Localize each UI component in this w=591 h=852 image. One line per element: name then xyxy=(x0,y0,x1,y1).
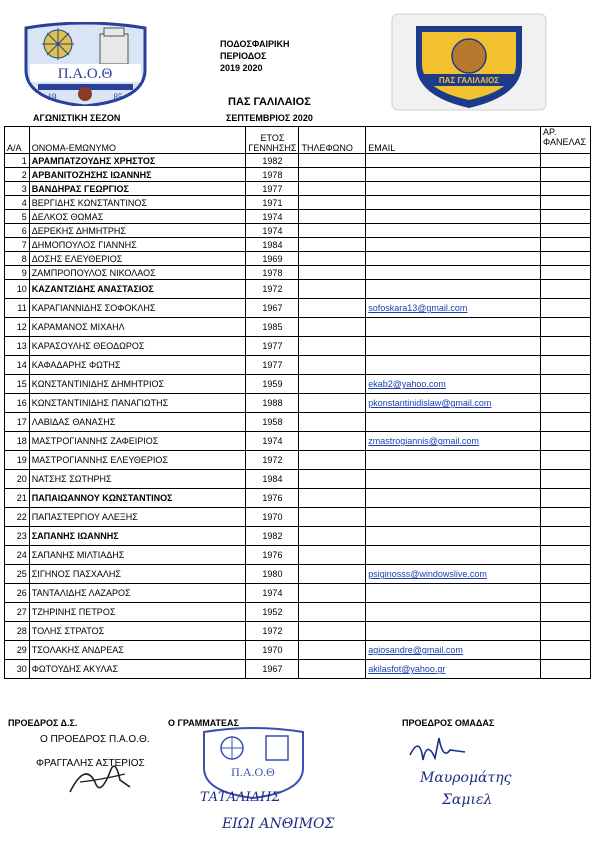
email-link[interactable]: sofoskara13@gmail.com xyxy=(368,303,468,313)
player-name: ΖΑΜΠΡΟΠΟΥΛΟΣ ΝΙΚΟΛΑΟΣ xyxy=(29,266,246,280)
table-header-row xyxy=(5,127,591,154)
jersey-cell xyxy=(541,210,591,224)
birth-year: 1967 xyxy=(246,660,299,679)
phone-cell xyxy=(299,584,366,603)
secretary-handwriting-2: ΕΙΩΙ ΑΝΘΙΜΟΣ xyxy=(222,816,335,832)
table-row xyxy=(5,489,591,508)
player-name: ΚΩΝΣΤΑΝΤΙΝΙΔΗΣ ΔΗΜΗΤΡΙΟΣ xyxy=(29,375,246,394)
birth-year: 1974 xyxy=(246,584,299,603)
table-row xyxy=(5,527,591,546)
row-number: 22 xyxy=(5,508,30,527)
row-number: 28 xyxy=(5,622,30,641)
email-cell xyxy=(366,318,541,337)
player-name: ΤΑΝΤΑΛΙΔΗΣ ΛΑΖΑΡΟΣ xyxy=(29,584,246,603)
row-number: 25 xyxy=(5,565,30,584)
birth-year: 1977 xyxy=(246,182,299,196)
jersey-cell xyxy=(541,154,591,168)
player-name: ΜΑΣΤΡΟΓΙΑΝΝΗΣ ΖΑΦΕΙΡΙΟΣ xyxy=(29,432,246,451)
phone-cell xyxy=(299,224,366,238)
email-cell xyxy=(366,182,541,196)
phone-cell xyxy=(299,432,366,451)
col-num-header: Α/Α xyxy=(5,127,30,154)
email-cell xyxy=(366,299,541,318)
row-number: 5 xyxy=(5,210,30,224)
player-name: ΠΑΠΑΣΤΕΡΓΙΟΥ ΑΛΕΞΗΣ xyxy=(29,508,246,527)
jersey-cell xyxy=(541,489,591,508)
email-link[interactable]: ekab2@yahoo.com xyxy=(368,379,446,389)
team-president-signature xyxy=(405,730,475,775)
phone-cell xyxy=(299,210,366,224)
birth-year: 1974 xyxy=(246,210,299,224)
jersey-cell xyxy=(541,168,591,182)
table-row xyxy=(5,413,591,432)
jersey-cell xyxy=(541,252,591,266)
email-cell xyxy=(366,565,541,584)
jersey-cell xyxy=(541,318,591,337)
col-name-header: ΟΝΟΜΑ-ΕΜΩΝΥΜΟ xyxy=(29,127,246,154)
phone-cell xyxy=(299,375,366,394)
email-cell xyxy=(366,280,541,299)
row-number: 3 xyxy=(5,182,30,196)
birth-year: 1985 xyxy=(246,318,299,337)
row-number: 9 xyxy=(5,266,30,280)
email-cell xyxy=(366,508,541,527)
birth-year: 1969 xyxy=(246,252,299,266)
birth-year: 1967 xyxy=(246,299,299,318)
player-name: ΑΡΑΜΠΑΤΖΟΥΔΗΣ ΧΡΗΣΤΟΣ xyxy=(29,154,246,168)
jersey-cell xyxy=(541,394,591,413)
jersey-cell xyxy=(541,603,591,622)
email-cell xyxy=(366,154,541,168)
row-number: 1 xyxy=(5,154,30,168)
player-name: ΣΑΠΑΝΗΣ ΙΩΑΝΝΗΣ xyxy=(29,527,246,546)
pas-galilaios-crest-logo xyxy=(390,12,548,112)
email-cell xyxy=(366,168,541,182)
row-number: 17 xyxy=(5,413,30,432)
player-name: ΚΩΝΣΤΑΝΤΙΝΙΔΗΣ ΠΑΝΑΓΙΩΤΗΣ xyxy=(29,394,246,413)
stamp-text: Π.Α.Ο.Θ xyxy=(231,765,275,779)
phone-cell xyxy=(299,168,366,182)
row-number: 10 xyxy=(5,280,30,299)
jersey-cell xyxy=(541,224,591,238)
president-label: ΠΡΟΕΔΡΟΣ Δ.Σ. xyxy=(8,718,78,728)
player-name: ΑΡΒΑΝΙΤΟΖΗΣΗΣ ΙΩΑΝΝΗΣ xyxy=(29,168,246,182)
player-name: ΔΕΛΚΟΣ ΘΩΜΑΣ xyxy=(29,210,246,224)
row-number: 23 xyxy=(5,527,30,546)
table-row xyxy=(5,508,591,527)
phone-cell xyxy=(299,470,366,489)
jersey-cell xyxy=(541,622,591,641)
table-row xyxy=(5,318,591,337)
phone-cell xyxy=(299,337,366,356)
table-row xyxy=(5,603,591,622)
jersey-cell xyxy=(541,508,591,527)
player-name: ΔΕΡΕΚΗΣ ΔΗΜΗΤΡΗΣ xyxy=(29,224,246,238)
jersey-cell xyxy=(541,470,591,489)
email-cell xyxy=(366,641,541,660)
birth-year: 1978 xyxy=(246,168,299,182)
table-row xyxy=(5,622,591,641)
table-row xyxy=(5,252,591,266)
birth-year: 1988 xyxy=(246,394,299,413)
email-cell xyxy=(366,660,541,679)
email-link[interactable]: pkonstantinidislaw@gmail.com xyxy=(368,398,492,408)
right-logo-text: ΠΑΣ ΓΑΛΙΛΑΙΟΣ xyxy=(438,76,500,85)
birth-year: 1952 xyxy=(246,603,299,622)
table-row xyxy=(5,196,591,210)
row-number: 20 xyxy=(5,470,30,489)
table-row xyxy=(5,238,591,252)
row-number: 24 xyxy=(5,546,30,565)
table-row xyxy=(5,337,591,356)
team-name: ΠΑΣ ΓΑΛΙΛΑΙΟΣ xyxy=(228,96,311,108)
player-name: ΠΑΠΑΙΩΑΝΝΟΥ ΚΩΝΣΤΑΝΤΙΝΟΣ xyxy=(29,489,246,508)
player-name: ΚΑΡΑΣΟΥΛΗΣ ΘΕΟΔΩΡΟΣ xyxy=(29,337,246,356)
player-name: ΚΑΡΑΜΑΝΟΣ ΜΙΧΑΗΛ xyxy=(29,318,246,337)
email-cell xyxy=(366,337,541,356)
jersey-cell xyxy=(541,182,591,196)
title-line-1: ΠΟΔΟΣΦΑΙΡΙΚΗ xyxy=(220,39,290,49)
paoth-stamp xyxy=(196,726,311,800)
jersey-cell xyxy=(541,238,591,252)
jersey-cell xyxy=(541,546,591,565)
email-cell xyxy=(366,238,541,252)
table-row xyxy=(5,641,591,660)
birth-year: 1982 xyxy=(246,154,299,168)
birth-year: 1974 xyxy=(246,432,299,451)
email-cell xyxy=(366,489,541,508)
phone-cell xyxy=(299,318,366,337)
email-cell xyxy=(366,375,541,394)
jersey-cell xyxy=(541,641,591,660)
jersey-cell xyxy=(541,299,591,318)
roster-body xyxy=(5,154,591,679)
table-row xyxy=(5,660,591,679)
player-name: ΚΑΦΑΔΑΡΗΣ ΦΩΤΗΣ xyxy=(29,356,246,375)
month-label: ΣΕΠΤΕΜΒΡΙΟΣ 2020 xyxy=(226,113,313,123)
row-number: 30 xyxy=(5,660,30,679)
row-number: 7 xyxy=(5,238,30,252)
phone-cell xyxy=(299,182,366,196)
email-link[interactable]: agiosandre@gmail.com xyxy=(368,645,463,655)
phone-cell xyxy=(299,603,366,622)
email-cell xyxy=(366,413,541,432)
table-row xyxy=(5,210,591,224)
jersey-cell xyxy=(541,565,591,584)
table-row xyxy=(5,266,591,280)
row-number: 18 xyxy=(5,432,30,451)
row-number: 14 xyxy=(5,356,30,375)
row-number: 26 xyxy=(5,584,30,603)
email-cell xyxy=(366,546,541,565)
player-name: ΣΑΠΑΝΗΣ ΜΙΛΤΙΑΔΗΣ xyxy=(29,546,246,565)
birth-year: 1977 xyxy=(246,356,299,375)
row-number: 19 xyxy=(5,451,30,470)
table-row xyxy=(5,224,591,238)
table-row xyxy=(5,565,591,584)
row-number: 29 xyxy=(5,641,30,660)
phone-cell xyxy=(299,252,366,266)
roster-table xyxy=(4,126,591,679)
season-title xyxy=(220,38,290,74)
email-cell xyxy=(366,224,541,238)
birth-year: 1972 xyxy=(246,451,299,470)
table-row xyxy=(5,299,591,318)
player-name: ΛΑΒΙΔΑΣ ΘΑΝΑΣΗΣ xyxy=(29,413,246,432)
phone-cell xyxy=(299,489,366,508)
player-name: ΚΑΡΑΓΙΑΝΝΙΔΗΣ ΣΟΦΟΚΛΗΣ xyxy=(29,299,246,318)
president-name: ΦΡΑΓΓΑΛΗΣ ΑΣΤΕΡΙΟΣ xyxy=(36,758,145,769)
team-president-label: ΠΡΟΕΔΡΟΣ ΟΜΑΔΑΣ xyxy=(402,718,495,728)
logo-year-right: 85 xyxy=(113,92,123,102)
secretary-handwriting-1: ΤΑΤΑΛΙΔΗΣ xyxy=(200,790,281,805)
phone-cell xyxy=(299,546,366,565)
table-row xyxy=(5,154,591,168)
row-number: 16 xyxy=(5,394,30,413)
title-line-2: ΠΕΡΙΟΔΟΣ xyxy=(220,51,267,61)
phone-cell xyxy=(299,266,366,280)
email-cell xyxy=(366,252,541,266)
jersey-cell xyxy=(541,413,591,432)
table-row xyxy=(5,356,591,375)
row-number: 15 xyxy=(5,375,30,394)
phone-cell xyxy=(299,622,366,641)
player-name: ΦΩΤΟΥΔΗΣ ΑΚΥΛΑΣ xyxy=(29,660,246,679)
email-link[interactable]: akilasfot@yahoo.gr xyxy=(368,664,446,674)
birth-year: 1978 xyxy=(246,266,299,280)
player-name: ΜΑΣΤΡΟΓΙΑΝΝΗΣ ΕΛΕΥΘΕΡΙΟΣ xyxy=(29,451,246,470)
birth-year: 1959 xyxy=(246,375,299,394)
player-name: ΒΕΡΓΙΔΗΣ ΚΩΝΣΤΑΝΤΙΝΟΣ xyxy=(29,196,246,210)
phone-cell xyxy=(299,238,366,252)
email-cell xyxy=(366,196,541,210)
row-number: 2 xyxy=(5,168,30,182)
player-name: ΣΙΓΗΝΟΣ ΠΑΣΧΑΛΗΣ xyxy=(29,565,246,584)
table-row xyxy=(5,394,591,413)
birth-year: 1970 xyxy=(246,508,299,527)
phone-cell xyxy=(299,565,366,584)
birth-year: 1971 xyxy=(246,196,299,210)
table-row xyxy=(5,546,591,565)
email-cell xyxy=(366,527,541,546)
phone-cell xyxy=(299,196,366,210)
birth-year: 1977 xyxy=(246,337,299,356)
season-label: ΑΓΩΝΙΣΤΙΚΗ ΣΕΖΟΝ xyxy=(33,113,121,123)
birth-year: 1974 xyxy=(246,224,299,238)
birth-year: 1976 xyxy=(246,546,299,565)
phone-cell xyxy=(299,299,366,318)
table-row xyxy=(5,432,591,451)
jersey-cell xyxy=(541,196,591,210)
logo-year-left: 19 xyxy=(47,92,57,102)
birth-year: 1972 xyxy=(246,280,299,299)
jersey-cell xyxy=(541,337,591,356)
email-cell xyxy=(366,451,541,470)
email-cell xyxy=(366,266,541,280)
phone-cell xyxy=(299,394,366,413)
jersey-cell xyxy=(541,584,591,603)
col-phone-header: ΤΗΛΕΦΩΝΟ xyxy=(299,127,366,154)
email-cell xyxy=(366,432,541,451)
row-number: 8 xyxy=(5,252,30,266)
email-cell xyxy=(366,584,541,603)
table-row xyxy=(5,584,591,603)
phone-cell xyxy=(299,154,366,168)
email-cell xyxy=(366,356,541,375)
email-cell xyxy=(366,603,541,622)
row-number: 27 xyxy=(5,603,30,622)
email-link[interactable]: psiginosss@windowslive.com xyxy=(368,569,487,579)
player-name: ΒΑΝΔΗΡΑΣ ΓΕΩΡΓΙΟΣ xyxy=(29,182,246,196)
jersey-cell xyxy=(541,660,591,679)
title-line-3: 2019 2020 xyxy=(220,63,263,73)
birth-year: 1982 xyxy=(246,527,299,546)
secretary-label: Ο ΓΡΑΜΜΑΤΕΑΣ xyxy=(168,718,239,728)
row-number: 12 xyxy=(5,318,30,337)
birth-year: 1984 xyxy=(246,470,299,489)
player-name: ΤΣΟΛΑΚΗΣ ΑΝΔΡΕΑΣ xyxy=(29,641,246,660)
birth-year: 1980 xyxy=(246,565,299,584)
jersey-cell xyxy=(541,375,591,394)
team-president-handwriting-2: Σαμιελ xyxy=(442,792,493,808)
player-name: ΝΑΤΣΗΣ ΣΩΤΗΡΗΣ xyxy=(29,470,246,489)
phone-cell xyxy=(299,527,366,546)
jersey-cell xyxy=(541,356,591,375)
jersey-cell xyxy=(541,527,591,546)
phone-cell xyxy=(299,641,366,660)
jersey-cell xyxy=(541,451,591,470)
player-name: ΤΟΛΗΣ ΣΤΡΑΤΟΣ xyxy=(29,622,246,641)
col-jersey-header: ΑΡ. ΦΑΝΕΛΑΣ xyxy=(541,127,591,154)
birth-year: 1972 xyxy=(246,622,299,641)
paoth-crest-logo xyxy=(18,22,153,106)
phone-cell xyxy=(299,508,366,527)
table-row xyxy=(5,168,591,182)
email-cell xyxy=(366,470,541,489)
email-cell xyxy=(366,210,541,224)
row-number: 4 xyxy=(5,196,30,210)
table-row xyxy=(5,451,591,470)
birth-year: 1958 xyxy=(246,413,299,432)
email-cell xyxy=(366,394,541,413)
row-number: 13 xyxy=(5,337,30,356)
col-email-header: EMAIL xyxy=(366,127,541,154)
phone-cell xyxy=(299,280,366,299)
logo-text: Π.Α.Ο.Θ xyxy=(57,66,113,82)
table-row xyxy=(5,182,591,196)
player-name: ΚΑΖΑΝΤΖΙΔΗΣ ΑΝΑΣΤΑΣΙΟΣ xyxy=(29,280,246,299)
president-signature xyxy=(60,752,140,807)
birth-year: 1970 xyxy=(246,641,299,660)
team-president-handwriting-1: Μαυρομάτης xyxy=(420,770,512,786)
birth-year: 1984 xyxy=(246,238,299,252)
player-name: ΤΖΗΡΙΝΗΣ ΠΕΤΡΟΣ xyxy=(29,603,246,622)
row-number: 6 xyxy=(5,224,30,238)
table-row xyxy=(5,470,591,489)
jersey-cell xyxy=(541,432,591,451)
jersey-cell xyxy=(541,266,591,280)
table-row xyxy=(5,280,591,299)
row-number: 11 xyxy=(5,299,30,318)
row-number: 21 xyxy=(5,489,30,508)
player-name: ΔΗΜΟΠΟΥΛΟΣ ΓΙΑΝΝΗΣ xyxy=(29,238,246,252)
phone-cell xyxy=(299,413,366,432)
birth-year: 1976 xyxy=(246,489,299,508)
phone-cell xyxy=(299,451,366,470)
jersey-cell xyxy=(541,280,591,299)
phone-cell xyxy=(299,356,366,375)
table-row xyxy=(5,375,591,394)
phone-cell xyxy=(299,660,366,679)
player-name: ΔΟΣΗΣ ΕΛΕΥΘΕΡΙΟΣ xyxy=(29,252,246,266)
president-title: Ο ΠΡΟΕΔΡΟΣ Π.Α.Ο.Θ. xyxy=(40,734,150,745)
col-year-header: ΕΤΟΣ ΓΕΝΝΗΣΗΣ xyxy=(246,127,299,154)
email-cell xyxy=(366,622,541,641)
email-link[interactable]: zmastrogiannis@gmail.com xyxy=(368,436,479,446)
